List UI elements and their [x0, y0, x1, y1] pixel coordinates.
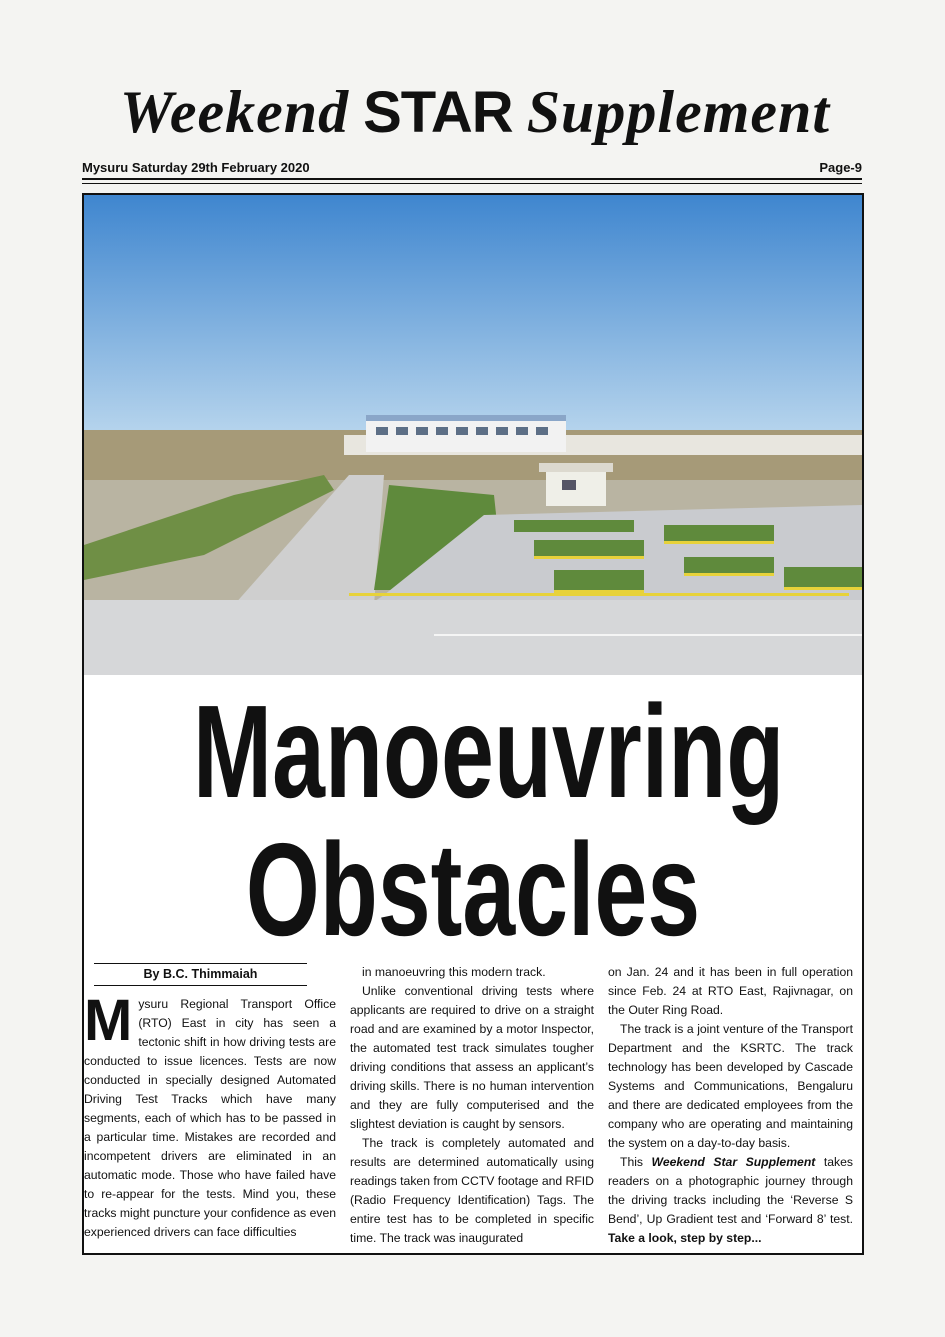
supplement-name: Weekend Star Supplement [651, 1155, 816, 1169]
article-paragraph: in manoeuvring this modern track. [362, 965, 546, 979]
sky [84, 195, 862, 445]
paragraph-text: ysuru Regional Transport Office (RTO) East in city has seen a tectonic shift in how driving tests are conducted to issue licences. Tests are now conducted in specially designed Automated Driving Test Tracks which have many segments, each of which has to be passed in a particular time. Mistakes are recorded and incompetent drivers are eliminated in an automatic mode. Those who have failed have to re-appear for the tests. Mind you, these tracks might puncture your confidence as even experienced drivers can face difficulties [84, 997, 337, 1239]
closing-line: Take a look, step by step... [608, 1231, 762, 1245]
headline-line2: Obstacles [245, 816, 701, 963]
foreground-pavement [84, 600, 862, 675]
article-paragraph: Unlike conventional driving tests where applicants are required to drive on a straight road and are examined by a motor Inspector, the automated test track simulates tougher driving conditions that assess an applicant’s driving skills. There is no human intervention and they are fully computerised and the slightest deviation is caught by sensors. [350, 984, 594, 1131]
article-paragraph [84, 988, 337, 1242]
page-number: Page-9 [819, 160, 862, 175]
byline-rule-top [94, 963, 307, 964]
drop-cap: M [84, 988, 133, 1053]
header-rule-thin [82, 183, 862, 184]
article-frame [82, 193, 864, 1255]
article-paragraph: on Jan. 24 and it has been in full operation since Feb. 24 at RTO East, Rajivnagar, on the Outer Ring Road. [608, 965, 853, 1017]
article-paragraph [608, 1153, 853, 1248]
headline [192, 678, 785, 963]
article-column-3 [608, 963, 853, 1248]
masthead-weekend: Weekend [119, 79, 350, 145]
paragraph-text: takes readers on a photographic journey through the driving tracks including the ‘Reverse S Bend’, Up Gradient test and ‘Forward 8’ test. [608, 1155, 853, 1226]
article-paragraph: The track is a joint venture of the Transport Department and the KSRTC. The track technology has been developed by Cascade Systems and Communications, Bengaluru and there are dedicated employees from the company who are operating and maintaining the system on a day-to-day basis. [608, 1022, 853, 1150]
rto-building [366, 415, 566, 452]
header-rule-thick [82, 178, 862, 180]
masthead-star: STAR [363, 80, 513, 145]
article-paragraph: The track is completely automated and results are determined automatically using readings taken from CCTV footage and RFID (Radio Frequency Identification) Tags. The entire test has to be completed in specific time. The track was inaugurated [350, 1136, 594, 1245]
article-column-2 [350, 963, 594, 1248]
control-cabin [539, 463, 613, 506]
dateline [82, 160, 862, 175]
article-column-1 [84, 988, 337, 1242]
paragraph-text: This [620, 1155, 652, 1169]
byline: By B.C. Thimmaiah [143, 967, 258, 981]
driving-track-photo [84, 195, 862, 675]
byline-rule-bottom [94, 985, 307, 986]
masthead [80, 78, 870, 144]
headline-line1: Manoeuvring [192, 678, 785, 825]
dateline-date: Mysuru Saturday 29th February 2020 [82, 160, 310, 175]
masthead-supplement: Supplement [526, 79, 831, 145]
